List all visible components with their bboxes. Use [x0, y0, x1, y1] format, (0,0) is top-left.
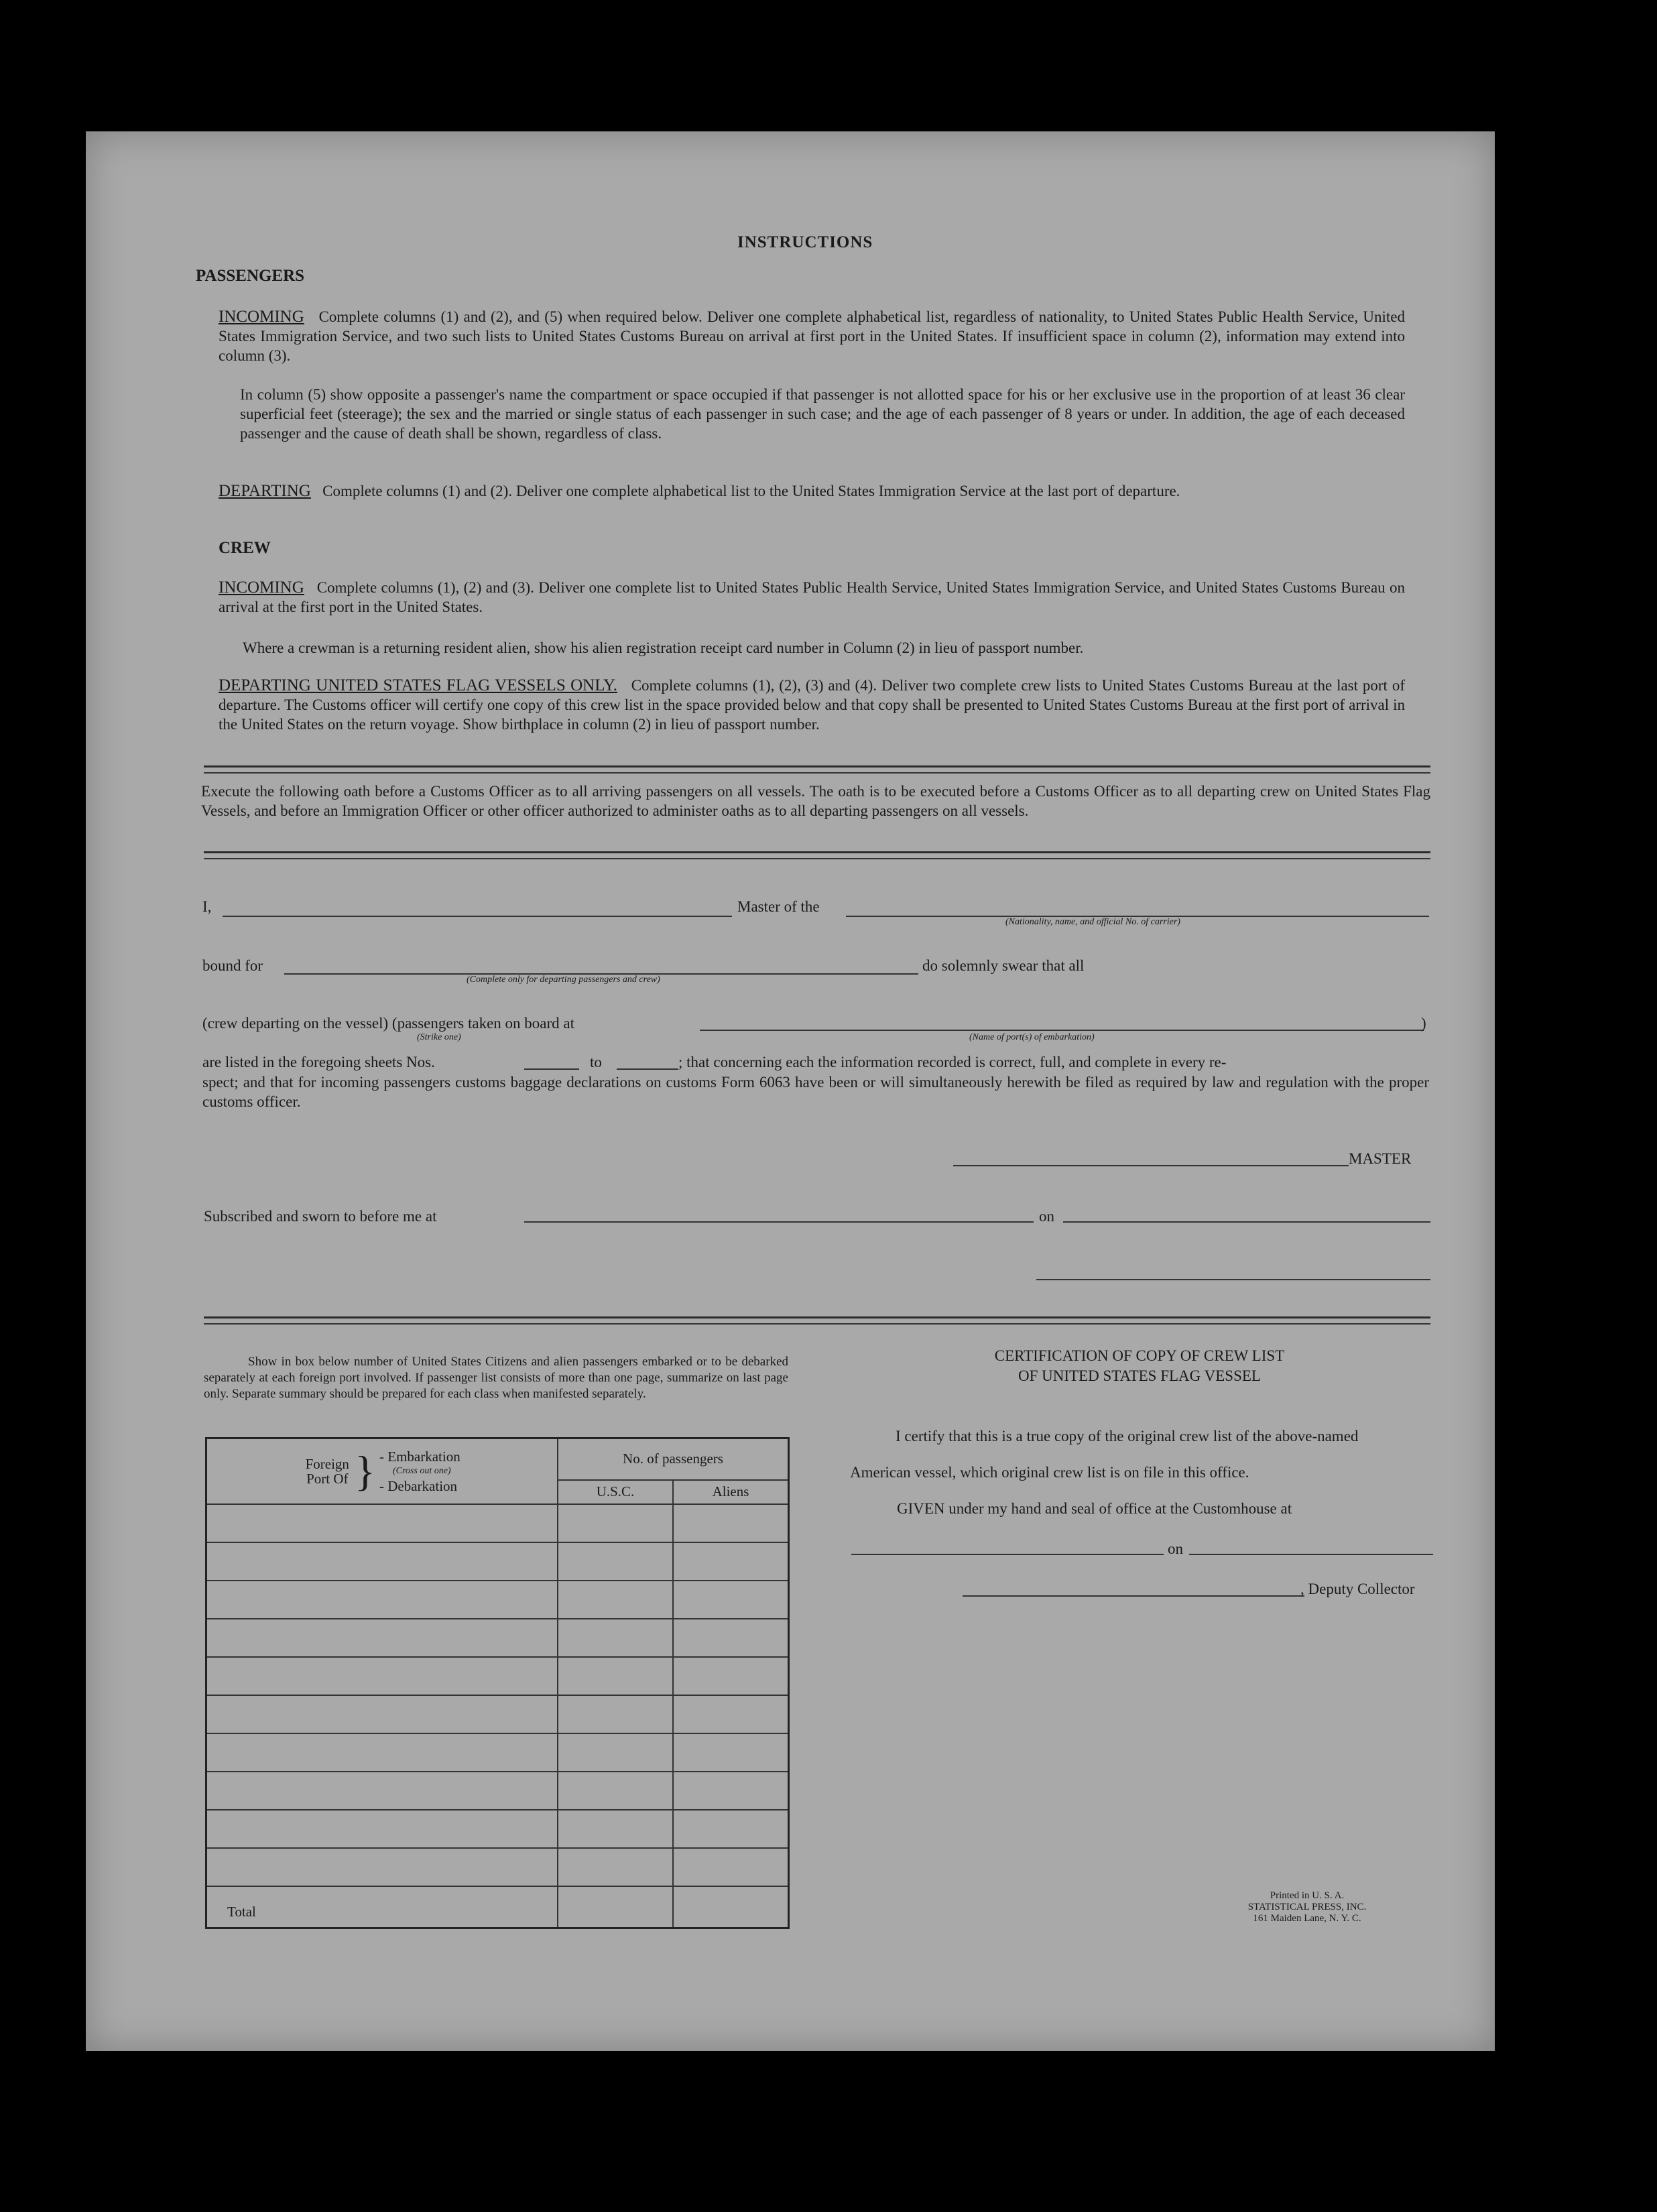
usc-cell[interactable] — [558, 1848, 673, 1886]
usc-cell[interactable] — [558, 1810, 673, 1848]
passengers-column5-paragraph: In column (5) show opposite a passenger's name the compartment or space occupied if that passenger is not allotted space for his or her exclusive use in the proportion of at least 36 clear superficial feet (steerage); the sex and the married or single status of each passenger in such case; and the age of each passenger of 8 years or under. In addition, the age of each deceased passenger and the cause of death shall be shown, regardless of class. — [240, 386, 1405, 442]
cert-on-label: on — [1168, 1540, 1183, 1557]
passengers-incoming-paragraph — [219, 307, 1405, 365]
listed-text-a: are listed in the foregoing sheets Nos. — [202, 1054, 435, 1070]
usc-cell[interactable] — [558, 1695, 673, 1733]
bound-for-note: (Complete only for departing passengers and crew) — [467, 975, 660, 985]
port-cell[interactable] — [206, 1504, 558, 1542]
table-row — [206, 1733, 789, 1772]
sheet-to-line[interactable] — [617, 1068, 678, 1070]
table-row — [206, 1695, 789, 1733]
port-cell[interactable] — [206, 1542, 558, 1581]
passenger-summary-table — [205, 1437, 790, 1929]
to-label: to — [590, 1054, 602, 1070]
aliens-cell[interactable] — [673, 1810, 789, 1848]
table-row — [206, 1772, 789, 1810]
crew-incoming-label: INCOMING — [219, 578, 304, 597]
aliens-total-cell[interactable] — [673, 1886, 789, 1928]
port-cell[interactable] — [206, 1848, 558, 1886]
brace-glyph: } — [355, 1447, 375, 1495]
usc-header: U.S.C. — [558, 1480, 673, 1504]
divider-rule — [204, 858, 1430, 859]
cross-out-note: (Cross out one) — [393, 1465, 451, 1476]
close-paren: ) — [1421, 1015, 1426, 1032]
passengers-departing-label: DEPARTING — [219, 482, 311, 500]
aliens-cell[interactable] — [673, 1772, 789, 1810]
embarkation-port-line[interactable] — [700, 1030, 1424, 1031]
certify-text-a: I certify that this is a true copy of the original crew list of the above-named — [896, 1428, 1359, 1445]
table-row — [206, 1504, 789, 1542]
table-row — [206, 1542, 789, 1581]
crew-incoming-paragraph — [219, 578, 1405, 617]
usc-cell[interactable] — [558, 1542, 673, 1581]
ports-note: (Name of port(s) of embarkation) — [969, 1032, 1095, 1042]
bound-for-label: bound for — [202, 957, 263, 974]
listed-text-c: spect; and that for incoming passengers customs baggage declarations on customs Form 6063 have been or will simultaneously herewith be filed as required by law and regulation with the proper customs officer. — [202, 1074, 1429, 1110]
passengers-departing-text: Complete columns (1) and (2). Deliver one complete alphabetical list to the United States Immigration Service at the last port of departure. — [322, 483, 1180, 499]
customhouse-line[interactable] — [851, 1554, 1164, 1555]
listed-text-b: ; that concerning each the information recorded is correct, full, and complete in every re- — [678, 1054, 1227, 1070]
usc-total-cell[interactable] — [558, 1886, 673, 1928]
printer-line3: 161 Maiden Lane, N. Y. C. — [1253, 1913, 1361, 1924]
usc-cell[interactable] — [558, 1772, 673, 1810]
divider-rule — [204, 851, 1430, 853]
total-row — [206, 1886, 789, 1928]
crew-flag-label: DEPARTING UNITED STATES FLAG VESSELS ONLY. — [219, 676, 618, 694]
officer-signature-line[interactable] — [1036, 1279, 1430, 1280]
certify-text-b: American vessel, which original crew list is on file in this office. — [850, 1464, 1249, 1481]
usc-cell[interactable] — [558, 1581, 673, 1619]
aliens-cell[interactable] — [673, 1695, 789, 1733]
aliens-cell[interactable] — [673, 1848, 789, 1886]
crew-flag-text: Complete columns (1), (2), (3) and (4). Deliver two complete crew lists to United States Customs Bureau at the last port of departure. The Customs officer will certify one copy of this crew list in the space provided below and that copy shall be presented to United States Customs Bureau at the first port of arrival in the United States on the return voyage. Show birthplace in column (2) in lieu of passport number. — [219, 677, 1405, 733]
port-header-cell — [206, 1438, 558, 1504]
subscribed-date-line[interactable] — [1063, 1221, 1430, 1223]
foreign-port-label: Foreign Port Of — [305, 1455, 349, 1487]
aliens-cell[interactable] — [673, 1619, 789, 1657]
usc-cell[interactable] — [558, 1504, 673, 1542]
subscribed-place-line[interactable] — [524, 1221, 1034, 1223]
certification-title-line2: OF UNITED STATES FLAG VESSEL — [1018, 1367, 1261, 1384]
subscribed-label: Subscribed and sworn to before me at — [204, 1208, 437, 1225]
aliens-cell[interactable] — [673, 1733, 789, 1772]
oath-i-label: I, — [202, 898, 212, 915]
port-cell[interactable] — [206, 1810, 558, 1848]
passengers-heading: PASSENGERS — [196, 267, 305, 285]
divider-rule — [204, 1323, 1430, 1325]
no-passengers-header: No. of passengers — [558, 1438, 789, 1480]
aliens-cell[interactable] — [673, 1657, 789, 1695]
passengers-departing-paragraph — [219, 481, 1405, 501]
crew-heading: CREW — [219, 539, 271, 557]
crew-departing-text: (crew departing on the vessel) (passengers taken on board at — [202, 1015, 574, 1032]
page-title: INSTRUCTIONS — [737, 233, 873, 251]
port-cell[interactable] — [206, 1695, 558, 1733]
crew-incoming-text: Complete columns (1), (2) and (3). Deliver one complete list to United States Public Health Service, United States Immigration Service, and United States Customs Bureau on arrival at the first port in the United States. — [219, 579, 1406, 615]
divider-rule — [204, 1316, 1430, 1318]
sheet-from-line[interactable] — [524, 1068, 579, 1070]
carrier-note: (Nationality, name, and official No. of carrier) — [1005, 917, 1180, 927]
deputy-signature-line[interactable] — [963, 1595, 1304, 1597]
cert-date-line[interactable] — [1189, 1554, 1433, 1555]
printer-line1: Printed in U. S. A. — [1270, 1890, 1345, 1901]
passengers-incoming-label: INCOMING — [219, 308, 304, 326]
swear-text: do solemnly swear that all — [922, 957, 1085, 974]
usc-cell[interactable] — [558, 1619, 673, 1657]
deputy-collector-label: , Deputy Collector — [1300, 1581, 1415, 1597]
passengers-incoming-text: Complete columns (1) and (2), and (5) when required below. Deliver one complete alphabetical list, regardless of nationality, to United States Public Health Service, United States Immigration Service, and two such lists to United States Customs Bureau on arrival at first port in the United States. If insufficient space in column (2), information may extend into column (3). — [219, 308, 1405, 364]
aliens-cell[interactable] — [673, 1504, 789, 1542]
certification-title-line1: CERTIFICATION OF COPY OF CREW LIST — [994, 1347, 1285, 1364]
given-text: GIVEN under my hand and seal of office at the Customhouse at — [897, 1500, 1292, 1517]
debarkation-label: - Debarkation — [379, 1477, 458, 1494]
crew-flag-paragraph — [219, 676, 1405, 734]
port-cell[interactable] — [206, 1772, 558, 1810]
master-label: MASTER — [1349, 1150, 1412, 1167]
printer-line2: STATISTICAL PRESS, INC. — [1247, 1902, 1367, 1912]
subscribed-on-label: on — [1039, 1208, 1054, 1225]
printer-imprint — [1220, 1890, 1394, 1924]
aliens-cell[interactable] — [673, 1542, 789, 1581]
total-label: Total — [206, 1886, 558, 1928]
port-cell[interactable] — [206, 1581, 558, 1619]
table-row — [206, 1619, 789, 1657]
divider-rule — [204, 772, 1430, 774]
summary-instructions: Show in box below number of United States Citizens and alien passengers embarked or to be debarked separately at each foreign port involved. If passenger list consists of more than one page, summarize on last page only. Separate summary should be prepared for each class when manifested separately. — [204, 1355, 788, 1401]
master-name-line[interactable] — [223, 916, 732, 917]
aliens-cell[interactable] — [673, 1581, 789, 1619]
certification-title — [871, 1346, 1408, 1386]
table-row — [206, 1810, 789, 1848]
divider-rule — [204, 765, 1430, 767]
crew-resident-paragraph: Where a crewman is a returning resident alien, show his alien registration receipt card number in Column (2) in lieu of passport number. — [243, 639, 1084, 656]
port-cell[interactable] — [206, 1619, 558, 1657]
table-row — [206, 1581, 789, 1619]
oath-intro: Execute the following oath before a Customs Officer as to all arriving passengers on all vessels. The oath is to be executed before a Customs Officer as to all departing crew on United States Flag Vessels, and before an Immigration Officer or other officer authorized to administer oaths as to all departing passengers on all vessels. — [201, 783, 1430, 819]
port-cell[interactable] — [206, 1733, 558, 1772]
embarkation-label: - Embarkation — [379, 1448, 461, 1465]
table-row — [206, 1848, 789, 1886]
usc-cell[interactable] — [558, 1657, 673, 1695]
table-row — [206, 1657, 789, 1695]
strike-one-note: (Strike one) — [417, 1032, 461, 1042]
master-of-label: Master of the — [737, 898, 820, 915]
usc-cell[interactable] — [558, 1733, 673, 1772]
port-cell[interactable] — [206, 1657, 558, 1695]
master-signature-line[interactable] — [953, 1165, 1349, 1166]
aliens-header: Aliens — [673, 1480, 789, 1504]
